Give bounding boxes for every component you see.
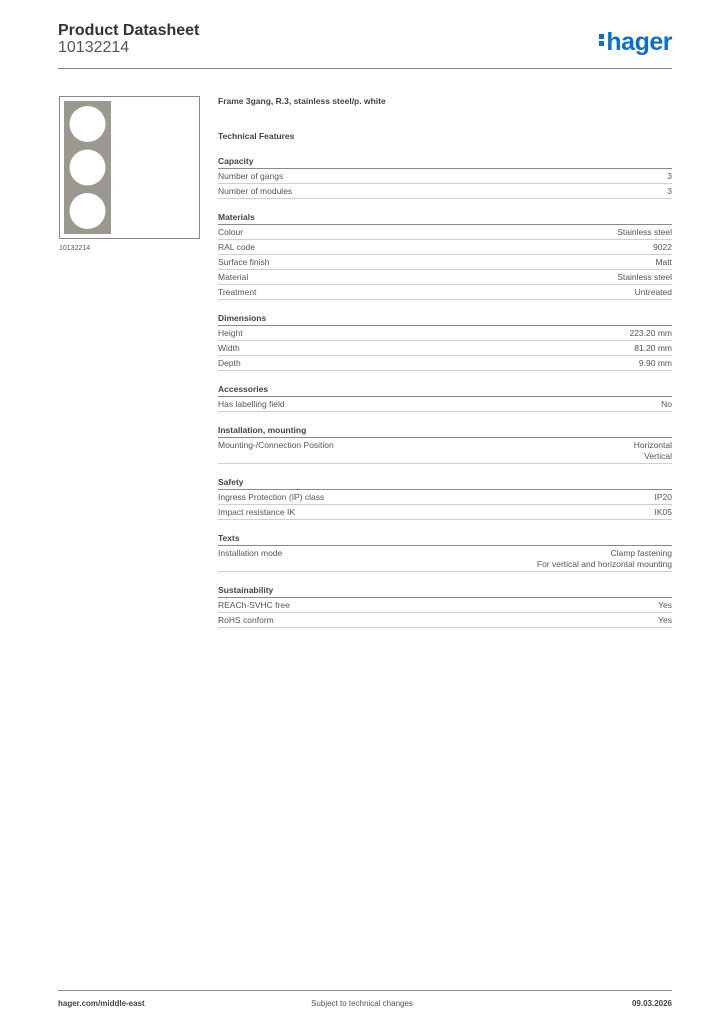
section-accessories xyxy=(218,383,672,412)
logo-dots-icon xyxy=(599,32,604,48)
frame-3gang-illustration xyxy=(60,97,199,238)
header-divider xyxy=(58,68,672,69)
feature-row xyxy=(218,438,672,464)
feature-value-line: Clamp fastening xyxy=(610,548,672,558)
logo-text: hager xyxy=(606,28,672,56)
feature-value-line: 9.90 mm xyxy=(638,358,672,368)
section-sustainability xyxy=(218,584,672,628)
feature-value-line: 223.20 mm xyxy=(629,328,672,338)
feature-value-line: Untreated xyxy=(634,287,672,297)
feature-value-line: 3 xyxy=(667,186,672,196)
feature-row xyxy=(218,613,672,628)
feature-value xyxy=(634,440,672,462)
feature-label: Installation mode xyxy=(218,548,283,558)
section-dimensions xyxy=(218,312,672,371)
feature-value-line: No xyxy=(661,399,672,409)
section-installation-mounting xyxy=(218,424,672,464)
feature-value xyxy=(661,399,672,410)
footer-website[interactable]: hager.com/middle-east xyxy=(58,999,145,1008)
feature-value xyxy=(655,507,673,518)
feature-row xyxy=(218,326,672,341)
section-texts xyxy=(218,532,672,572)
feature-label: Ingress Protection (IP) class xyxy=(218,492,325,502)
section-title: Sustainability xyxy=(218,584,672,598)
feature-row xyxy=(218,341,672,356)
feature-label: Material xyxy=(218,272,249,282)
feature-row xyxy=(218,169,672,184)
feature-row xyxy=(218,598,672,613)
footer-date: 09.03.2026 xyxy=(631,999,672,1008)
feature-label: Depth xyxy=(218,358,241,368)
feature-row xyxy=(218,356,672,371)
feature-label: Has labelling field xyxy=(218,399,285,409)
feature-label: Height xyxy=(218,328,243,338)
hager-logo xyxy=(599,28,672,57)
feature-value xyxy=(634,343,672,354)
footer-divider xyxy=(58,990,672,991)
feature-label: Colour xyxy=(218,227,244,237)
feature-value-line: For vertical and horizontal mounting xyxy=(536,559,672,569)
technical-content xyxy=(218,94,672,628)
feature-value xyxy=(667,171,672,182)
feature-row xyxy=(218,505,672,520)
product-number: 10132214 xyxy=(58,39,130,56)
section-title: Texts xyxy=(218,532,672,546)
feature-label: Surface finish xyxy=(218,257,270,267)
section-title: Capacity xyxy=(218,155,672,169)
feature-value xyxy=(537,548,672,570)
page-title: Product Datasheet xyxy=(58,22,200,39)
feature-value-line: Yes xyxy=(658,600,672,610)
feature-value xyxy=(617,272,672,283)
feature-label: Number of modules xyxy=(218,186,293,196)
feature-value-line: Stainless steel xyxy=(617,272,672,282)
feature-value xyxy=(653,242,672,253)
section-capacity xyxy=(218,155,672,199)
section-title: Safety xyxy=(218,476,672,490)
feature-row xyxy=(218,255,672,270)
feature-row xyxy=(218,240,672,255)
feature-value-line: Horizontal xyxy=(633,440,672,450)
section-title: Accessories xyxy=(218,383,672,397)
technical-features-heading: Technical Features xyxy=(218,131,295,141)
feature-value-line: Stainless steel xyxy=(617,227,672,237)
feature-value xyxy=(617,227,672,238)
feature-value-line: 9022 xyxy=(653,242,672,252)
feature-value-line: 81.20 mm xyxy=(634,343,672,353)
feature-label: RoHS conform xyxy=(218,615,274,625)
section-title: Materials xyxy=(218,211,672,225)
feature-label: Treatment xyxy=(218,287,257,297)
feature-row xyxy=(218,270,672,285)
image-caption: 10132214 xyxy=(59,245,91,252)
feature-row xyxy=(218,184,672,199)
footer-note: Subject to technical changes xyxy=(311,999,413,1008)
feature-value xyxy=(629,328,672,339)
feature-row xyxy=(218,546,672,572)
feature-value-line: IP20 xyxy=(654,492,672,502)
feature-label: REACh-SVHC free xyxy=(218,600,290,610)
section-materials xyxy=(218,211,672,300)
feature-sections xyxy=(218,155,672,628)
feature-value-line: Matt xyxy=(655,257,672,267)
product-title: Frame 3gang, R.3, stainless steel/p. white xyxy=(218,96,386,106)
product-image xyxy=(59,96,200,239)
feature-value-line: 3 xyxy=(667,171,672,181)
feature-value-line: IK05 xyxy=(654,507,672,517)
feature-value xyxy=(639,358,672,369)
feature-label: Mounting-/Connection Position xyxy=(218,440,334,450)
section-title: Installation, mounting xyxy=(218,424,672,438)
feature-value-line: Vertical xyxy=(644,451,672,461)
feature-value xyxy=(667,186,672,197)
feature-value xyxy=(655,257,672,268)
feature-row xyxy=(218,285,672,300)
feature-label: Impact resistance IK xyxy=(218,507,296,517)
feature-row xyxy=(218,225,672,240)
feature-value xyxy=(658,600,672,611)
feature-value-line: Yes xyxy=(658,615,672,625)
feature-row xyxy=(218,397,672,412)
section-title: Dimensions xyxy=(218,312,672,326)
feature-value xyxy=(658,615,672,626)
feature-label: Number of gangs xyxy=(218,171,284,181)
feature-row xyxy=(218,490,672,505)
section-safety xyxy=(218,476,672,520)
feature-value xyxy=(655,492,673,503)
feature-label: RAL code xyxy=(218,242,256,252)
feature-label: Width xyxy=(218,343,240,353)
feature-value xyxy=(635,287,672,298)
